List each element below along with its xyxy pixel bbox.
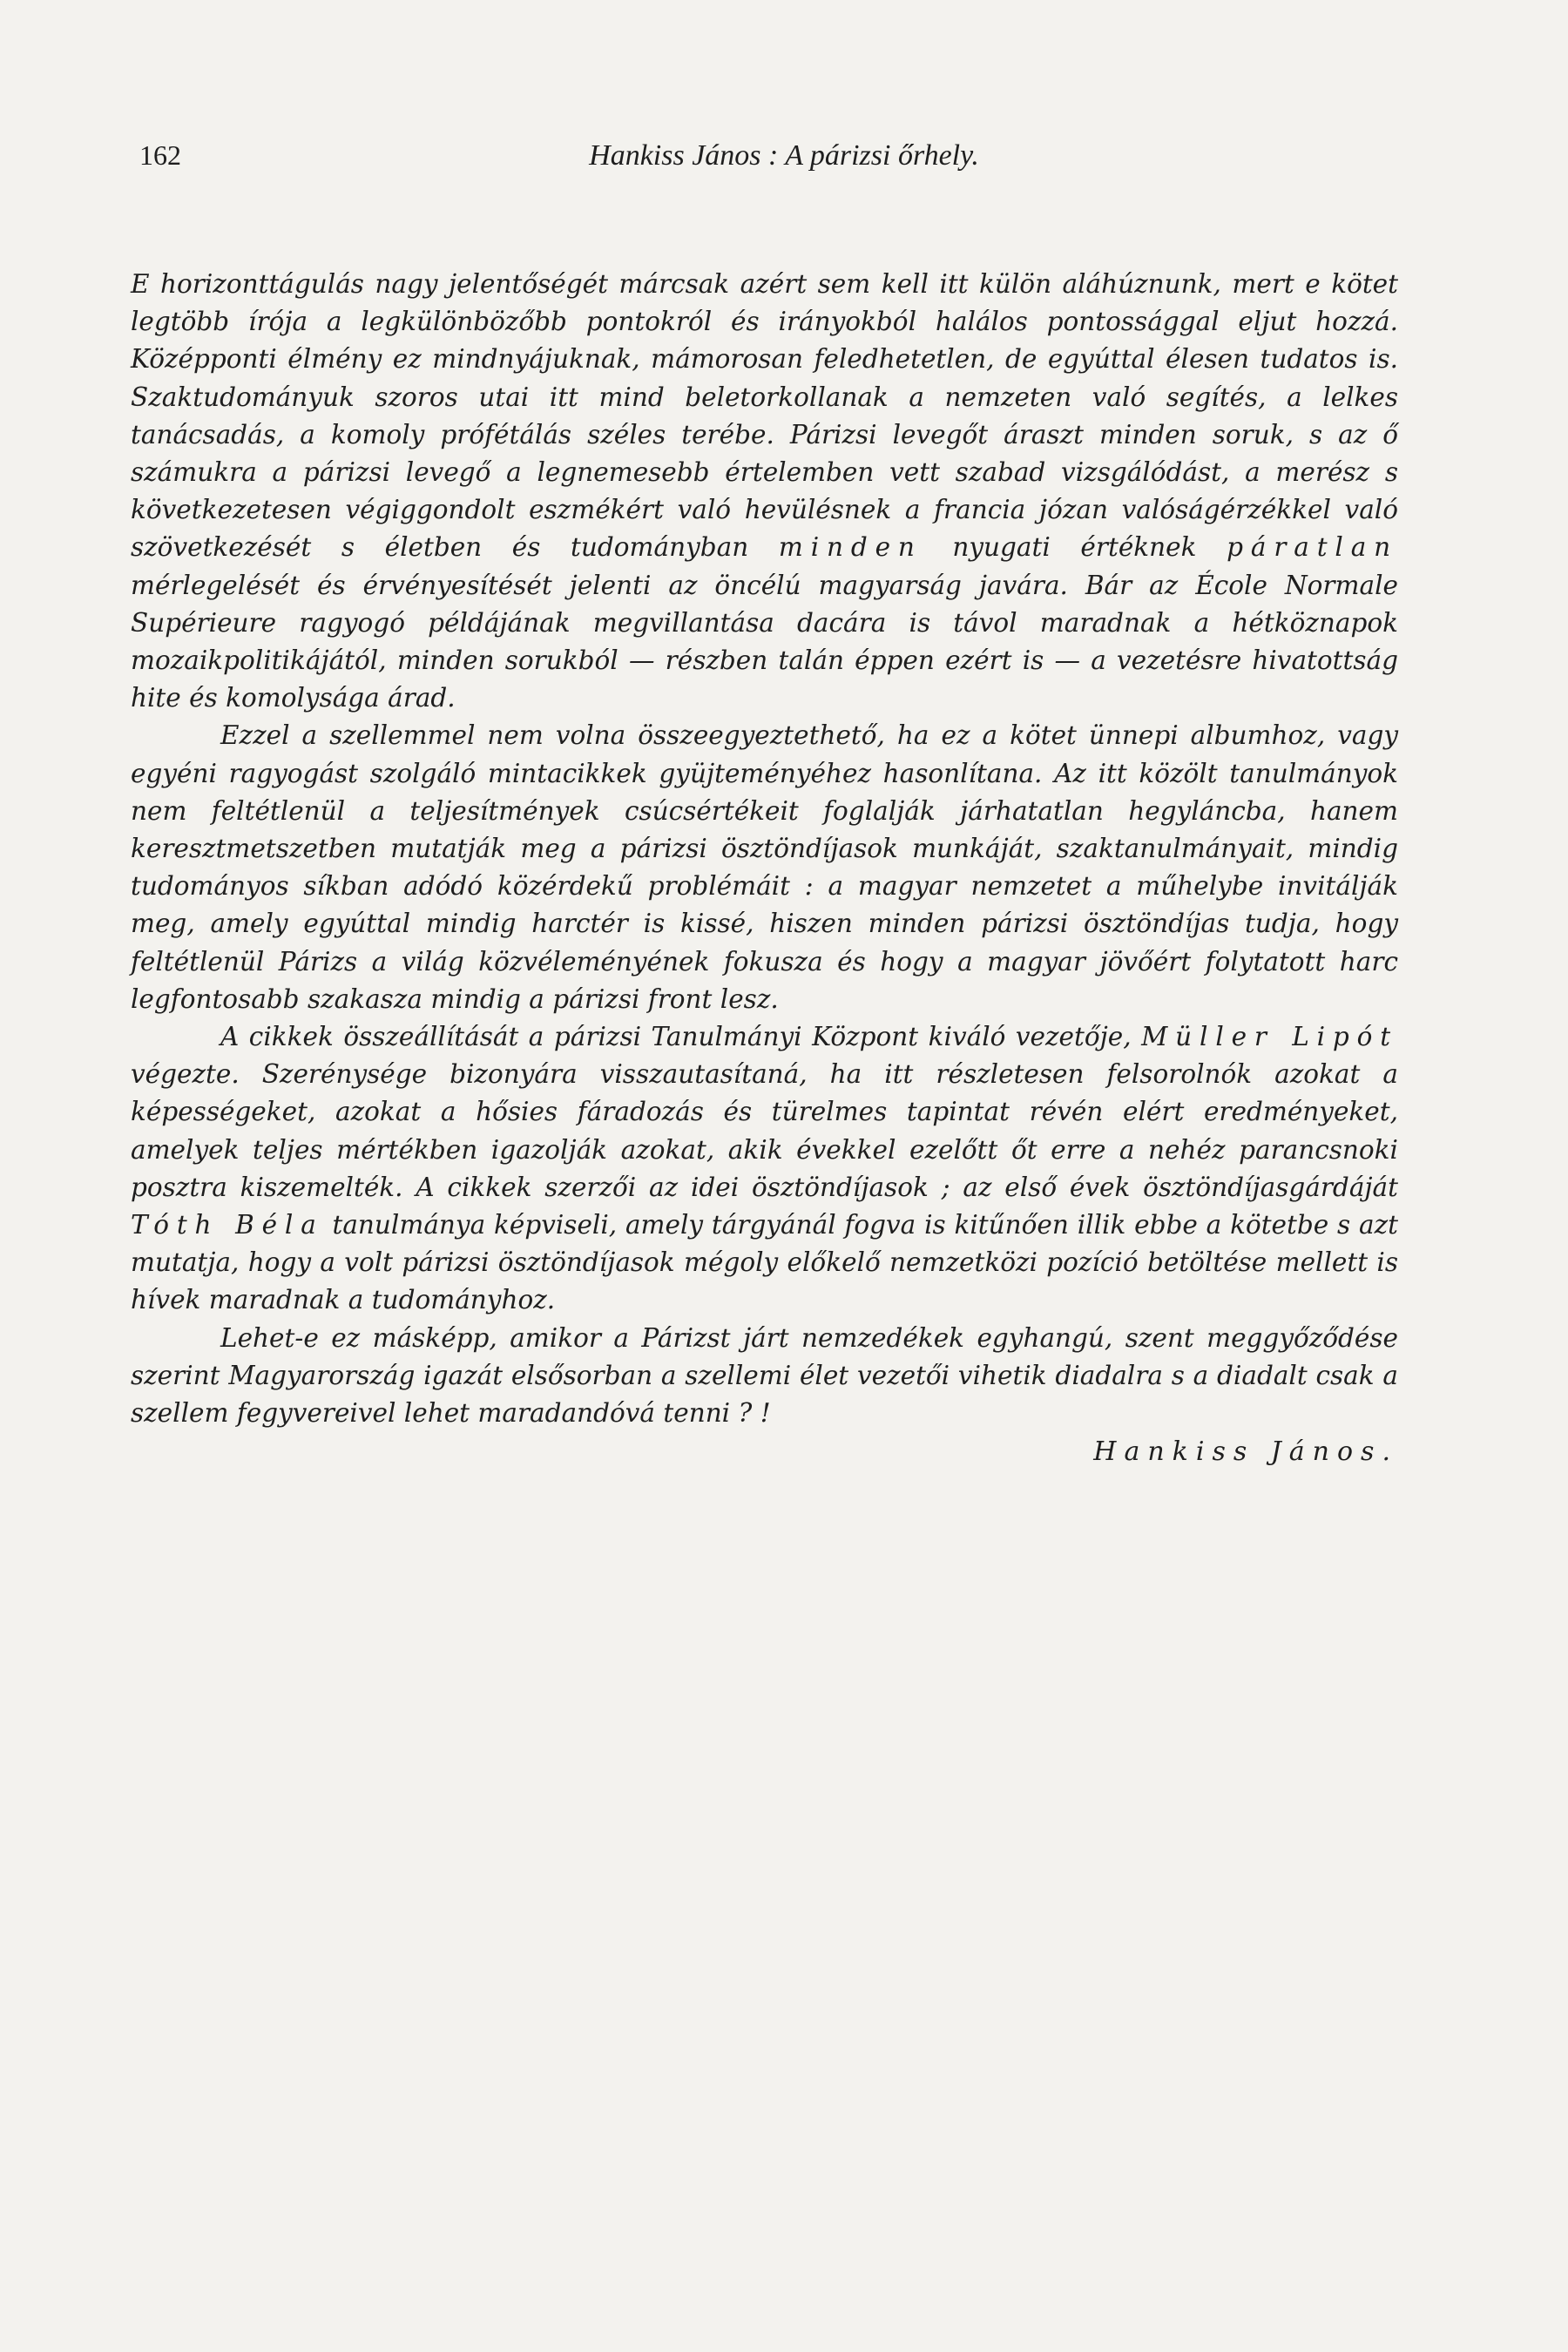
text-segment: tanulmánya képviseli, amely tárgyánál fogva is kitűnően illik ebbe a kötetbe s azt mutatja, hogy a volt párizsi ösztöndíjasok mégoly előkelő nemzetközi pozíció betöltése mellett is hívek maradnak a tudományhoz. (131, 1210, 1398, 1315)
paragraph-1 (131, 266, 1398, 717)
text-segment: mérlegelését és érvényesítését jelenti az öncélú magyarság javára. Bár az École Normale Supérieure ragyogó példájának megvillantása dacára is távol maradnak a hétköznapok mozaikpolitikájától, minden sorukból — részben talán éppen ezért is — a vezetésre hivatottság hite és komolysága árad. (131, 570, 1398, 713)
paragraph-3 (131, 1018, 1398, 1320)
paragraph-4 (131, 1320, 1398, 1433)
emphasis-minden: minden (778, 532, 923, 563)
text-segment: A cikkek összeállítását a párizsi Tanulmányi Központ kiváló vezetője, (220, 1022, 1142, 1052)
text-segment: végezte. Szerénysége bizonyára visszautasítaná, ha itt részletesen felsorolnók azokat a képességeket, azokat a hősies fáradozás és türelmes tapintat révén elért eredményeket, amelyek teljes mértékben igazolják azokat, akik évekkel ezelőtt őt erre a nehéz parancsnoki posztra kiszemelték. A cikkek szerzői az idei ösztöndíjasok ; az első évek ösztöndíjasgárdáját (131, 1059, 1398, 1202)
text-segment: nyugati értéknek (922, 532, 1227, 563)
running-head: Hankiss János : A párizsi őrhely. (589, 139, 979, 172)
emphasis-paratlan: páratlan (1227, 532, 1398, 563)
text-segment: Lehet-e ez másképp, amikor a Párizst járt nemzedékek egyhangú, szent meggyőződése szerint Magyarország igazát elsősorban a szellemi élet vezetői vihetik diadalra s a diadalt csak a szellem fegyvereivel lehet maradandóvá tenni ? ! (131, 1322, 1398, 1429)
page-header (139, 139, 1429, 183)
text-segment: E horizonttágulás nagy jelentőségét márcsak azért sem kell itt külön aláhúznunk, mert e kötet legtöbb írója a legkülönbözőbb pontokról és irányokból halálos pontossággal eljut hozzá. Középponti élmény ez mindnyájuknak, mámorosan feledhetetlen, de egyúttal élesen tudatos is. Szaktudományuk szoros utai itt mind beletorkollanak a nemzeten való segítés, a lelkes tanácsadás, a komoly prófétálás széles terébe. Párizsi levegőt áraszt minden soruk, s az ő számukra a párizsi levegő a legnemesebb értelemben vett szabad vizsgálódást, a merész s következetesen végiggondolt eszmékért való hevülésnek a francia józan valóságérzékkel való szövetkezését s életben és tudományban (131, 269, 1398, 563)
paragraph-2 (131, 717, 1398, 1018)
page-number: 162 (139, 139, 181, 171)
emphasis-name-muller-lipot: Müller Lipót (1141, 1022, 1398, 1052)
text-segment: Ezzel a szellemmel nem volna összeegyeztethető, ha ez a kötet ünnepi albumhoz, vagy egyéni ragyogást szolgáló mintacikkek gyüjteményéhez hasonlítana. Az itt közölt tanulmányok nem feltétlenül a teljesítmények csúcsértékeit foglalják járhatatlan hegyláncba, hanem keresztmetszetben mutatják meg a párizsi ösztöndíjasok munkáját, szaktanulmányait, mindig tudományos síkban adódó közérdekű problémáit : a magyar nemzetet a műhelybe invitálják meg, amely egyúttal mindig harctér is kissé, hiszen minden párizsi ösztöndíjas tudja, hogy feltétlenül Párizs a világ közvéleményének fokusza és hogy a magyar jövőért folytatott harc legfontosabb szakasza mindig a párizsi front lesz. (131, 720, 1398, 1014)
author-signature: Hankiss János. (1093, 1436, 1398, 1467)
emphasis-name-toth-bela: Tóth Béla (131, 1210, 324, 1240)
article-body (131, 266, 1398, 1432)
